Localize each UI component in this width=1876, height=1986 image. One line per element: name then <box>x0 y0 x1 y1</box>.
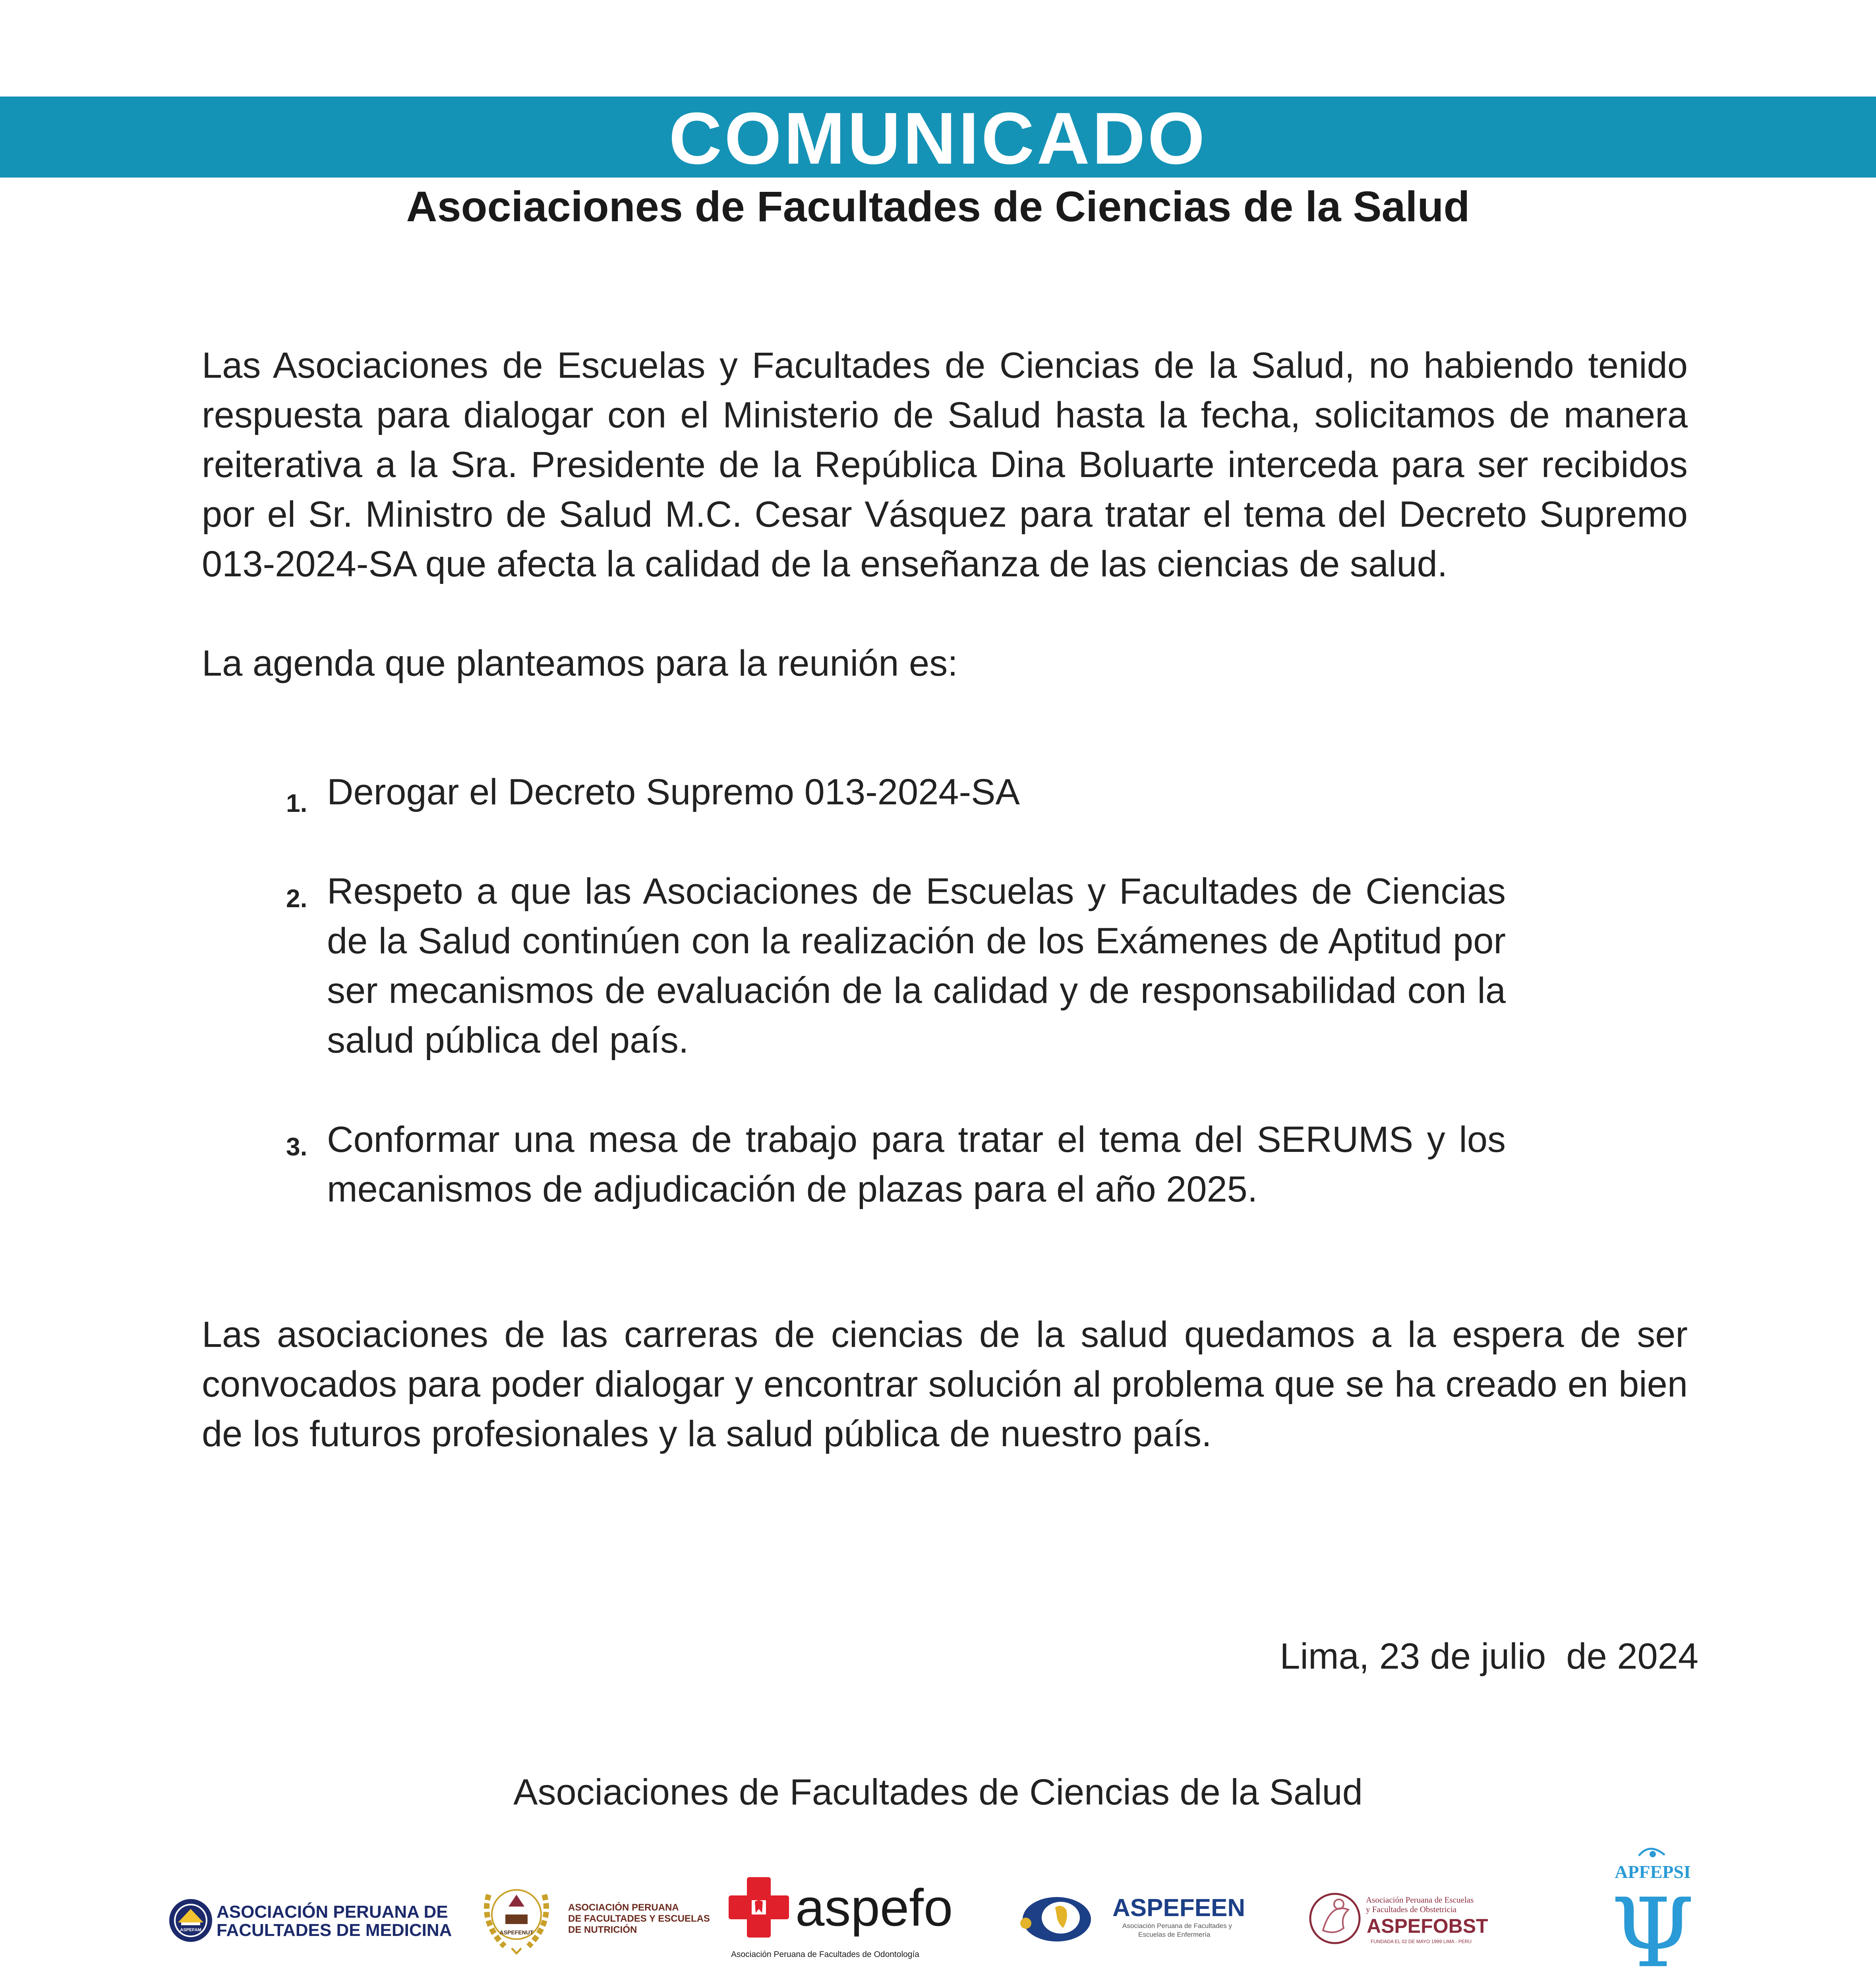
document-title: COMUNICADO <box>669 97 1207 180</box>
aspefeen-wordmark: ASPEFEEN <box>1112 1894 1246 1922</box>
agenda-item-text: Conformar una mesa de trabajo para tratar el tema del SERUMS y los mecanismos de adjudicación de plazas para el año 2025. <box>327 1119 1506 1209</box>
agenda-item <box>286 767 1506 817</box>
agenda-intro: La agenda que planteamos para la reunión es: <box>202 643 958 684</box>
aspefobst-wordmark: ASPEFOBST <box>1367 1915 1488 1937</box>
aspefam-seal-text: ASPEFAM <box>180 1928 201 1932</box>
agenda-item-number: 1. <box>286 789 308 817</box>
apfepsi-wordmark: APFEPSI <box>1615 1862 1691 1882</box>
agenda-item-text: Derogar el Decreto Supremo 013-2024-SA <box>327 772 1020 812</box>
aspefobst-tagline-line1: Asociación Peruana de Escuelas <box>1366 1895 1474 1905</box>
aspefobst-founding: FUNDADA EL 02 DE MAYO 1999 LIMA - PERU <box>1371 1939 1472 1944</box>
aspefenut-name-line2: DE FACULTADES Y ESCUELAS <box>568 1913 710 1924</box>
aspefo-logo <box>727 1876 953 1963</box>
aspefo-wordmark: aspefo <box>795 1878 953 1937</box>
aspefenut-name-line1: ASOCIACIÓN PERUANA <box>568 1902 679 1913</box>
psi-icon: Ψ <box>1611 1878 1695 1986</box>
agenda-item-number: 3. <box>286 1132 308 1161</box>
aspefobst-logo <box>1307 1887 1541 1954</box>
apfepsi-logo <box>1605 1847 1700 1986</box>
aspefenut-seal-text: ASPEFENUT <box>499 1929 534 1936</box>
aspefenut-logo <box>477 1879 710 1958</box>
aspefeen-tagline-line2: Escuelas de Enfermería <box>1138 1931 1211 1938</box>
aspefam-logo <box>167 1895 452 1946</box>
agenda-item-text: Respeto a que las Asociaciones de Escuelas y Facultades de Ciencias de la Salud continúen con la realización de los Exámenes de Aptitud por ser mecanismos de evaluación de la calidad y de responsabilidad con la salud pública del país. <box>327 871 1506 1061</box>
agenda-item-number: 2. <box>286 884 308 913</box>
document-subtitle: Asociaciones de Facultades de Ciencias de la Salud <box>406 182 1470 230</box>
title-banner <box>0 97 1876 178</box>
aspefo-tagline: Asociación Peruana de Facultades de Odontología <box>731 1950 919 1959</box>
aspefenut-name-line3: DE NUTRICIÓN <box>568 1924 637 1935</box>
closing-paragraph: Las asociaciones de las carreras de ciencias de la salud quedamos a la espera de ser convocados para poder dialogar y encontrar solución al problema que se ha creado en bien de los futuros profesionales y la salud pública de nuestro país. <box>202 1314 1688 1454</box>
aspefam-name-line2: FACULTADES DE MEDICINA <box>217 1920 452 1940</box>
aspefobst-tagline-line2: y Facultades de Obstetricia <box>1366 1905 1457 1914</box>
intro-paragraph: Las Asociaciones de Escuelas y Facultades de Ciencias de la Salud, no habiendo tenido respuesta para dialogar con el Ministerio de Salud hasta la fecha, solicitamos de manera reiterativa a la Sra. Presidente de la República Dina Boluarte interceda para ser recibidos por el Sr. Ministro de Salud M.C. Cesar Vásquez para tratar el tema del Decreto Supremo 013-2024-SA que afecta la calidad de la enseñanza de las ciencias de salud. <box>202 345 1688 584</box>
date-line: Lima, 23 de julio de 2024 <box>1280 1636 1698 1677</box>
aspefeen-tagline-line1: Asociación Peruana de Facultades y <box>1122 1922 1232 1930</box>
agenda-item <box>286 867 1506 1065</box>
aspefeen-logo <box>1017 1887 1255 1946</box>
signature-line: Asociaciones de Facultades de Ciencias de la Salud <box>513 1772 1363 1812</box>
agenda-item <box>286 1115 1506 1214</box>
aspefam-name-line1: ASOCIACIÓN PERUANA DE <box>217 1902 448 1922</box>
